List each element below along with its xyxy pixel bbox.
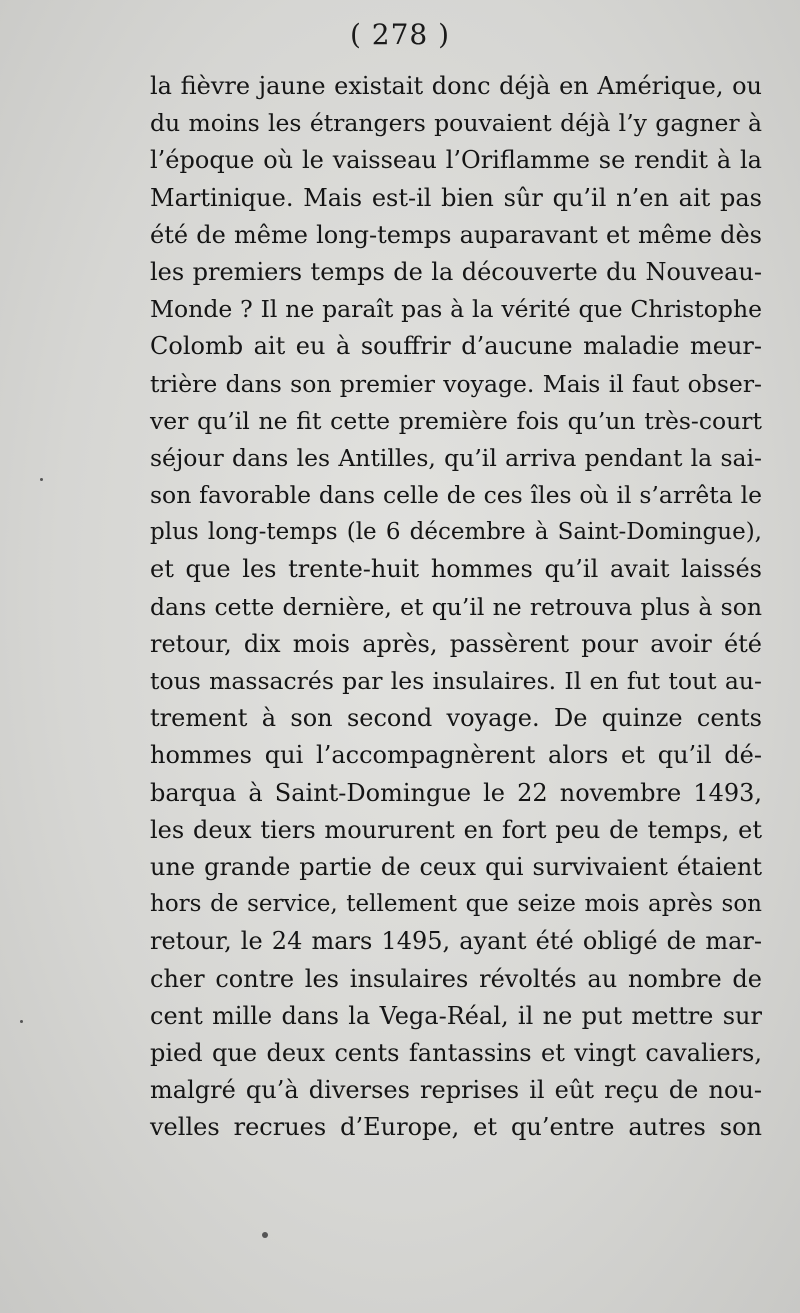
text-line: cher contre les insulaires révoltés au nombre de [150, 964, 762, 993]
text-line: hors de service, tellement que seize mois après son [150, 891, 762, 918]
text-line: dans cette dernière, et qu’il ne retrouva plus à son [150, 592, 762, 621]
text-line: du moins les étrangers pouvaient déjà l’y gagner à [150, 109, 762, 138]
text-line: la fièvre jaune existait donc déjà en Amérique, ou [150, 72, 762, 100]
text-line: retour, le 24 mars 1495, ayant été obligé de mar- [150, 927, 762, 956]
ink-speck [20, 1020, 23, 1023]
ink-speck [40, 478, 43, 481]
page-number: ( 278 ) [349, 18, 451, 51]
text-line: pied que deux cents fantassins et vingt cavaliers, [150, 1038, 762, 1067]
text-line: été de même long-temps auparavant et même dès [150, 220, 762, 249]
text-line: ver qu’il ne fit cette première fois qu’un très-court [150, 406, 762, 435]
text-line: Colomb ait eu à souffrir d’aucune maladie meur- [150, 332, 762, 361]
body-text [150, 68, 762, 1146]
text-line: les deux tiers moururent en fort peu de temps, et [150, 815, 762, 844]
text-line: barqua à Saint-Domingue le 22 novembre 1493, [150, 778, 762, 807]
text-line: son favorable dans celle de ces îles où il s’arrêta le [150, 481, 762, 510]
text-line: séjour dans les Antilles, qu’il arriva pendant la sai- [150, 443, 762, 472]
text-line: malgré qu’à diverses reprises il eût reçu de nou- [150, 1076, 762, 1105]
text-line: cent mille dans la Vega-Réal, il ne put mettre sur [150, 1001, 762, 1030]
text-line: Monde ? Il ne paraît pas à la vérité que Christophe [150, 295, 762, 324]
text-line: une grande partie de ceux qui survivaient étaient [150, 852, 762, 881]
text-line: retour, dix mois après, passèrent pour avoir été [150, 629, 762, 658]
text-line: les premiers temps de la découverte du Nouveau- [150, 257, 762, 286]
text-line: et que les trente-huit hommes qu’il avait laissés [150, 555, 762, 584]
ink-speck [262, 1232, 268, 1238]
text-line: plus long-temps (le 6 décembre à Saint-Domingue), [150, 519, 762, 546]
text-line: l’époque où le vaisseau l’Oriflamme se rendit à la [150, 146, 762, 175]
text-line: trement à son second voyage. De quinze cents [150, 704, 762, 733]
text-line: tous massacrés par les insulaires. Il en fut tout au- [150, 667, 762, 695]
text-line: hommes qui l’accompagnèrent alors et qu’il dé- [150, 741, 762, 770]
text-line: Martinique. Mais est-il bien sûr qu’il n’en ait pas [150, 183, 762, 212]
text-line: trière dans son premier voyage. Mais il faut obser- [150, 369, 762, 398]
text-line: velles recrues d’Europe, et qu’entre autres son [150, 1113, 762, 1142]
